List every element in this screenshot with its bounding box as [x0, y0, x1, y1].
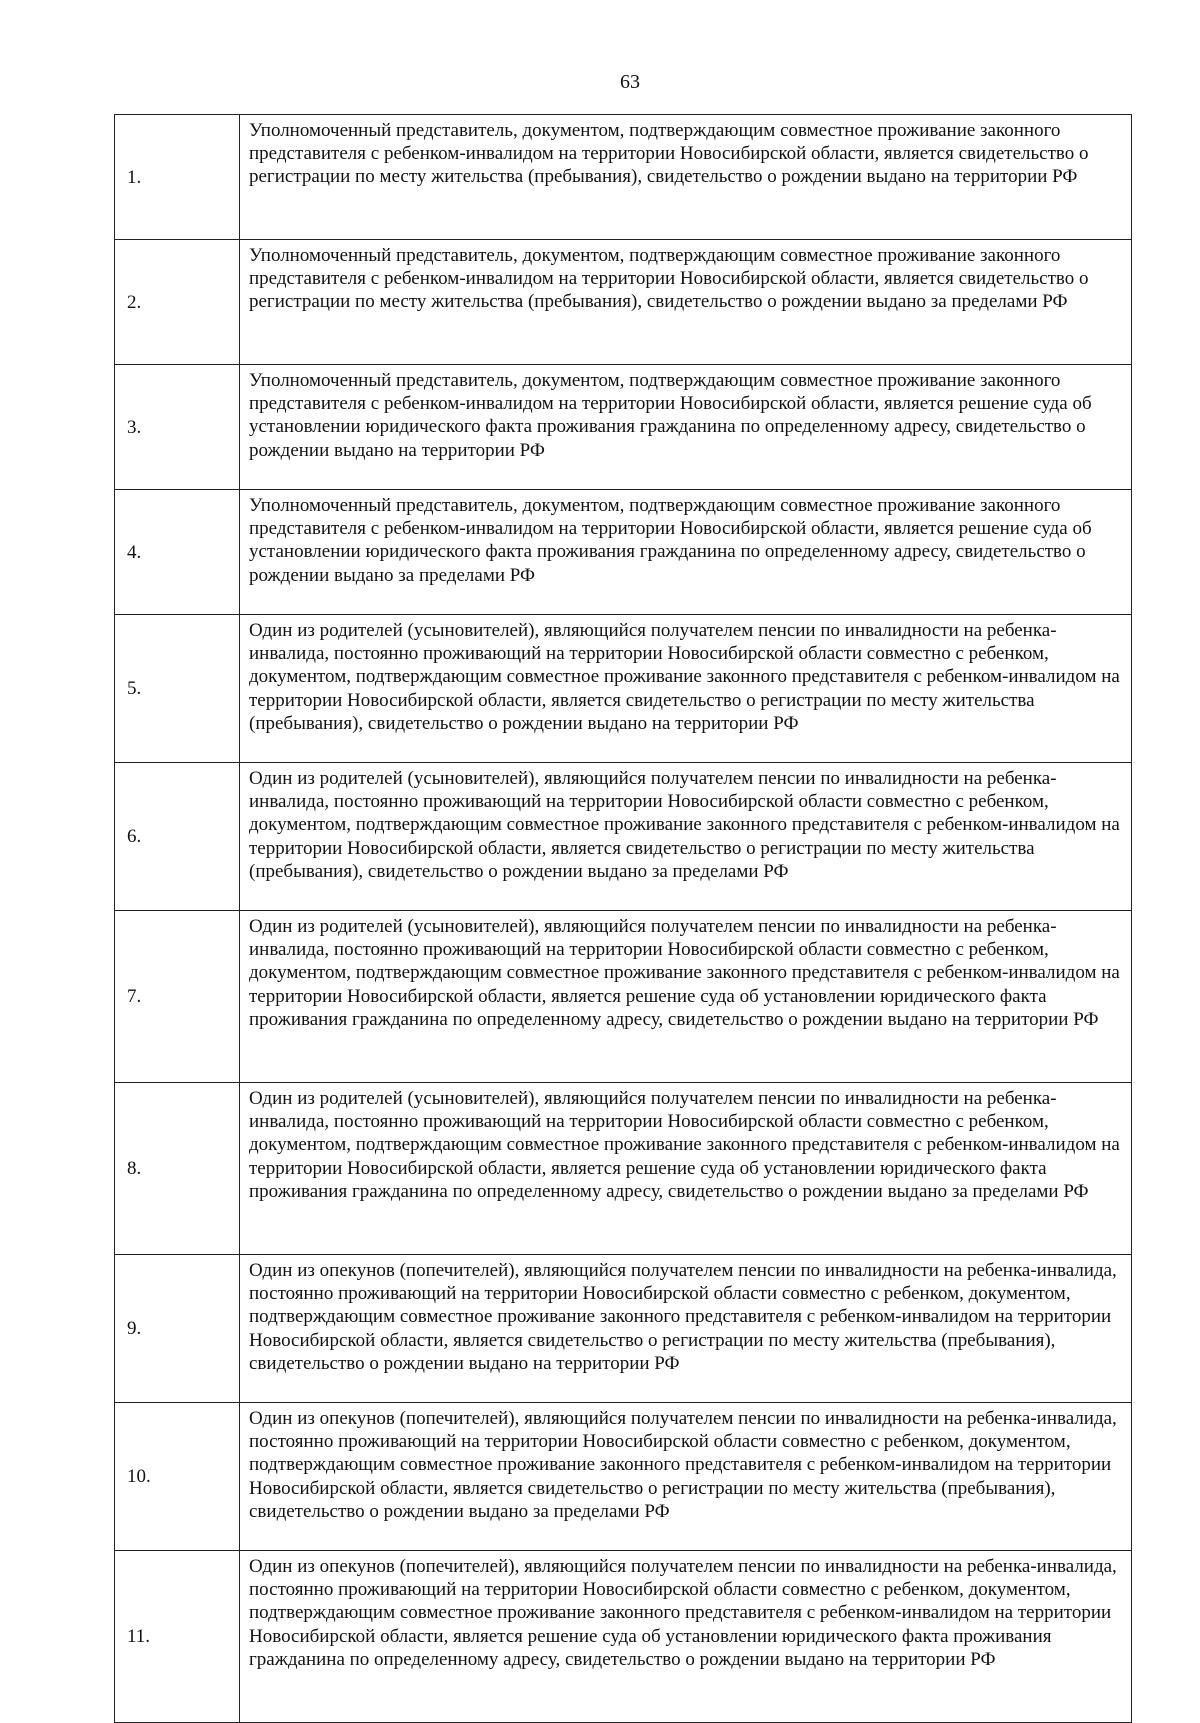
- row-description: Уполномоченный представитель, документом, подтверждающим совместное проживание законного представителя с ребенком-инвалидом на территории Новосибирской области, является свидетельство о регистрации по месту жительства (пребывания), свидетельство о рождении выдано за пределами РФ: [240, 240, 1132, 365]
- row-number: 8.: [115, 1083, 240, 1255]
- table-row: [115, 763, 1132, 911]
- table-row: [115, 1255, 1132, 1403]
- row-description: Один из родителей (усыновителей), являющийся получателем пенсии по инвалидности на ребенка-инвалида, постоянно проживающий на территории Новосибирской области совместно с ребенком, документом, подтверждающим совместное проживание законного представителя с ребенком-инвалидом на территории Новосибирской области, является решение суда об установлении юридического факта проживания гражданина по определенному адресу, свидетельство о рождении выдано за пределами РФ: [240, 1083, 1132, 1255]
- page-number: 63: [620, 71, 640, 93]
- row-number: 1.: [115, 115, 240, 240]
- table-row: [115, 365, 1132, 490]
- row-number: 7.: [115, 911, 240, 1083]
- table-row: [115, 115, 1132, 240]
- document-table: [114, 114, 1132, 1723]
- row-description: Один из опекунов (попечителей), являющийся получателем пенсии по инвалидности на ребенка-инвалида, постоянно проживающий на территории Новосибирской области совместно с ребенком, документом, подтверждающим совместное проживание законного представителя с ребенком-инвалидом на территории Новосибирской области, является свидетельство о регистрации по месту жительства (пребывания), свидетельство о рождении выдано за пределами РФ: [240, 1403, 1132, 1551]
- row-number: 6.: [115, 763, 240, 911]
- row-description: Один из родителей (усыновителей), являющийся получателем пенсии по инвалидности на ребенка-инвалида, постоянно проживающий на территории Новосибирской области совместно с ребенком, документом, подтверждающим совместное проживание законного представителя с ребенком-инвалидом на территории Новосибирской области, является свидетельство о регистрации по месту жительства (пребывания), свидетельство о рождении выдано за пределами РФ: [240, 763, 1132, 911]
- row-number: 3.: [115, 365, 240, 490]
- row-description: Один из родителей (усыновителей), являющийся получателем пенсии по инвалидности на ребенка-инвалида, постоянно проживающий на территории Новосибирской области совместно с ребенком, документом, подтверждающим совместное проживание законного представителя с ребенком-инвалидом на территории Новосибирской области, является свидетельство о регистрации по месту жительства (пребывания), свидетельство о рождении выдано на территории РФ: [240, 615, 1132, 763]
- table-row: [115, 911, 1132, 1083]
- row-description: Один из опекунов (попечителей), являющийся получателем пенсии по инвалидности на ребенка-инвалида, постоянно проживающий на территории Новосибирской области совместно с ребенком, документом, подтверждающим совместное проживание законного представителя с ребенком-инвалидом на территории Новосибирской области, является свидетельство о регистрации по месту жительства (пребывания), свидетельство о рождении выдано на территории РФ: [240, 1255, 1132, 1403]
- row-number: 2.: [115, 240, 240, 365]
- row-number: 11.: [115, 1551, 240, 1723]
- table-row: [115, 240, 1132, 365]
- row-description: Уполномоченный представитель, документом, подтверждающим совместное проживание законного представителя с ребенком-инвалидом на территории Новосибирской области, является решение суда об установлении юридического факта проживания гражданина по определенному адресу, свидетельство о рождении выдано на территории РФ: [240, 365, 1132, 490]
- row-description: Уполномоченный представитель, документом, подтверждающим совместное проживание законного представителя с ребенком-инвалидом на территории Новосибирской области, является решение суда об установлении юридического факта проживания гражданина по определенному адресу, свидетельство о рождении выдано за пределами РФ: [240, 490, 1132, 615]
- table-row: [115, 490, 1132, 615]
- row-number: 5.: [115, 615, 240, 763]
- table-row: [115, 1403, 1132, 1551]
- row-number: 4.: [115, 490, 240, 615]
- row-description: Уполномоченный представитель, документом, подтверждающим совместное проживание законного представителя с ребенком-инвалидом на территории Новосибирской области, является свидетельство о регистрации по месту жительства (пребывания), свидетельство о рождении выдано на территории РФ: [240, 115, 1132, 240]
- row-description: Один из родителей (усыновителей), являющийся получателем пенсии по инвалидности на ребенка-инвалида, постоянно проживающий на территории Новосибирской области совместно с ребенком, документом, подтверждающим совместное проживание законного представителя с ребенком-инвалидом на территории Новосибирской области, является решение суда об установлении юридического факта проживания гражданина по определенному адресу, свидетельство о рождении выдано на территории РФ: [240, 911, 1132, 1083]
- row-number: 9.: [115, 1255, 240, 1403]
- row-number: 10.: [115, 1403, 240, 1551]
- table-row: [115, 1083, 1132, 1255]
- row-description: Один из опекунов (попечителей), являющийся получателем пенсии по инвалидности на ребенка-инвалида, постоянно проживающий на территории Новосибирской области совместно с ребенком, документом, подтверждающим совместное проживание законного представителя с ребенком-инвалидом на территории Новосибирской области, является решение суда об установлении юридического факта проживания гражданина по определенному адресу, свидетельство о рождении выдано на территории РФ: [240, 1551, 1132, 1723]
- table-row: [115, 615, 1132, 763]
